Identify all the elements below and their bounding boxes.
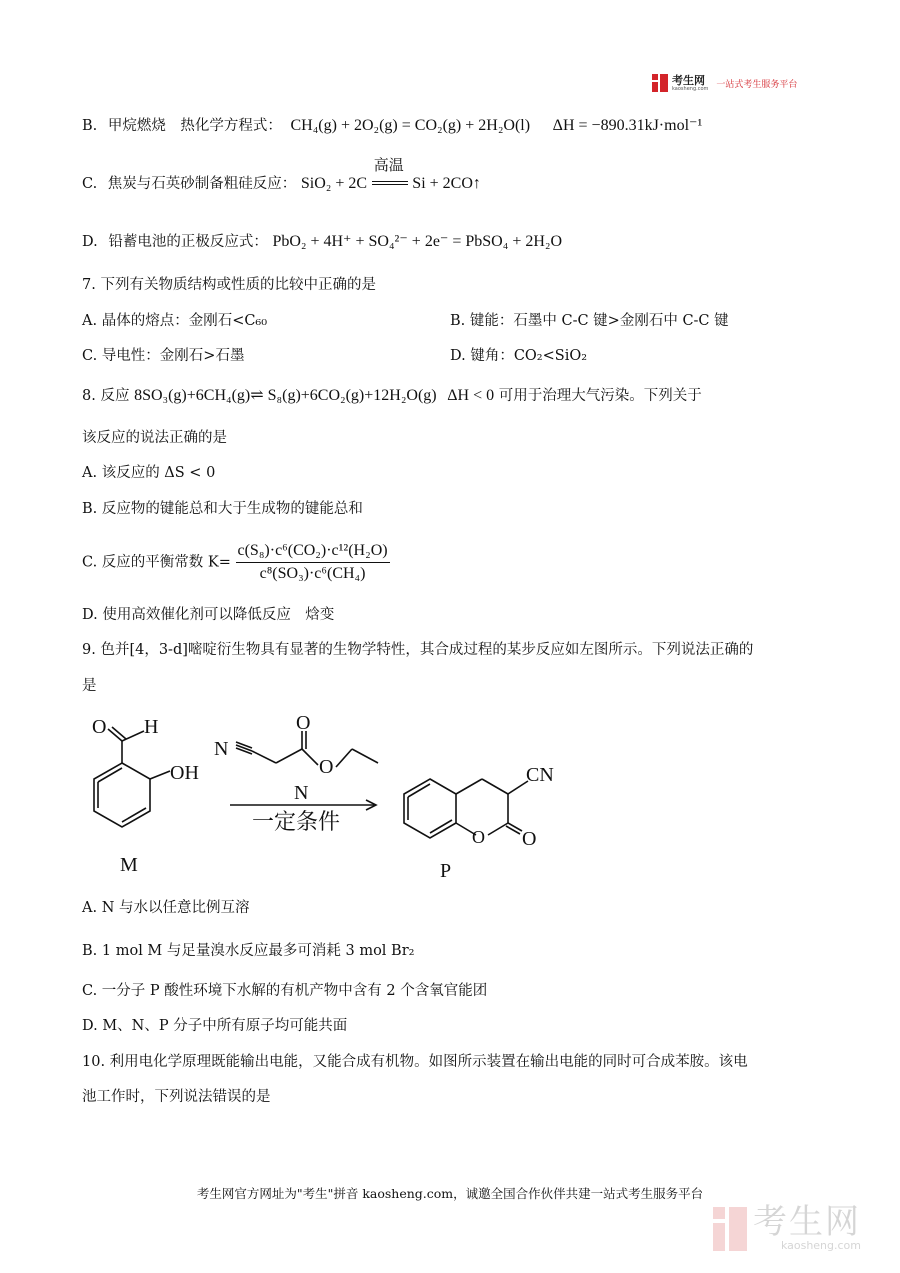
q8-option-c <box>82 540 390 585</box>
q6-option-b <box>82 116 702 136</box>
stem-text: 8. 反应 <box>82 388 130 404</box>
n-label: N <box>294 782 309 804</box>
q10-stem-line1: 10. 利用电化学原理既能输出电能，又能合成有机物。如图所示装置在输出电能的同时可合成苯胺。该电 <box>82 1054 748 1070</box>
q8-option-a: A. 该反应的 ΔS < 0 <box>82 465 216 481</box>
q8-stem <box>82 386 702 406</box>
equation: CH₄(g) + 2O₂(g) = CO₂(g) + 2H₂O(l) <box>290 117 531 134</box>
equation-rhs: Si + 2CO↑ <box>412 175 481 192</box>
reaction-condition: 一定条件 <box>252 809 341 834</box>
option-label: B. <box>82 118 98 134</box>
option-text: 焦炭与石英砂制备粗硅反应： <box>107 176 297 192</box>
stem-text: 可用于治理大气污染。下列关于 <box>498 388 702 404</box>
watermark <box>713 1202 861 1252</box>
option-text: 甲烷燃烧 热化学方程式： <box>107 118 282 134</box>
m-aldehyde-o: O <box>92 716 107 738</box>
q8-stem-line2: 该反应的说法正确的是 <box>82 430 227 446</box>
logo-brand: 考生网 <box>672 73 705 87</box>
p-label: P <box>440 860 452 882</box>
p-ring-o: O <box>472 827 485 847</box>
reaction-scheme-diagram <box>80 705 560 885</box>
n-carbonyl-o: O <box>296 712 311 734</box>
q7-option-c: C. 导电性：金刚石>石墨 <box>82 348 245 364</box>
m-label: M <box>120 854 138 876</box>
q9-option-d: D. M、N、P 分子中所有原子均可能共面 <box>82 1018 348 1034</box>
q7-option-a: A. 晶体的熔点：金刚石<C₆₀ <box>82 313 268 329</box>
option-text: 铅蓄电池的正极反应式： <box>108 234 268 250</box>
equilibrium-constant-fraction <box>236 540 390 585</box>
p-benzene-ring <box>404 779 456 838</box>
q7-option-d: D. 键角：CO₂<SiO₂ <box>450 348 588 364</box>
condition-text: 高温 <box>373 156 404 174</box>
logo-slogan: 一站式考生服务平台 <box>716 79 798 90</box>
q9-stem-line2: 是 <box>82 678 97 694</box>
header-logo[interactable] <box>652 74 797 92</box>
reaction-condition <box>372 156 408 194</box>
p-carbonyl-o: O <box>522 828 537 850</box>
page-footer: 考生网官方网址为"考生"拼音 kaosheng.com，诚邀全国合作伙伴共建一站式考生服务平台 <box>196 1186 704 1201</box>
option-label: D. <box>82 234 98 250</box>
kaosheng-watermark-icon <box>713 1207 747 1251</box>
q9-option-b: B. 1 mol M 与足量溴水反应最多可消耗 3 mol Br₂ <box>82 943 415 959</box>
enthalpy: ΔH = −890.31kJ·mol⁻¹ <box>552 117 703 134</box>
fraction-denominator: c⁸(SO₃)·c⁶(CH₄) <box>259 565 366 582</box>
q6-option-c <box>82 156 481 194</box>
fraction-numerator: c(S₈)·c⁶(CO₂)·c¹²(H₂O) <box>236 540 390 563</box>
m-benzene-ring <box>94 763 150 827</box>
q6-option-d <box>82 232 562 252</box>
watermark-name: 考生网 <box>753 1202 861 1242</box>
m-hydroxyl: OH <box>170 762 199 784</box>
equation: PbO₂ + 4H⁺ + SO₄²⁻ + 2e⁻ = PbSO₄ + 2H₂O <box>272 233 563 250</box>
p-cyano: CN <box>526 764 554 786</box>
q9-option-a: A. N 与水以任意比例互溶 <box>82 900 250 916</box>
q7-option-b: B. 键能：石墨中 C-C 键>金刚石中 C-C 键 <box>450 313 729 329</box>
n-ester-o: O <box>319 756 334 778</box>
watermark-domain: kaosheng.com <box>780 1239 861 1252</box>
q8-option-d: D. 使用高效催化剂可以降低反应 焓变 <box>82 607 335 623</box>
q8-option-b: B. 反应物的键能总和大于生成物的键能总和 <box>82 501 363 517</box>
option-text: C. 反应的平衡常数 K= <box>82 554 231 571</box>
q9-option-c: C. 一分子 P 酸性环境下水解的有机产物中含有 2 个含氧官能团 <box>82 983 488 999</box>
kaosheng-logo-icon <box>652 74 668 92</box>
n-nitrile-n: N <box>214 738 229 760</box>
reaction-equation: 8SO₃(g)+6CH₄(g)⇌ S₈(g)+6CO₂(g)+12H₂O(g) <box>134 387 437 404</box>
q7-stem: 7. 下列有关物质结构或性质的比较中正确的是 <box>82 277 376 293</box>
logo-domain: kaosheng.com <box>672 85 709 92</box>
option-label: C. <box>82 176 98 192</box>
equation-lhs: SiO₂ + 2C <box>300 175 368 192</box>
q10-stem-line2: 池工作时，下列说法错误的是 <box>82 1089 271 1105</box>
enthalpy: ΔH < 0 <box>447 387 495 404</box>
m-aldehyde-h: H <box>144 716 159 738</box>
q9-stem-line1: 9. 色并[4，3-d]嘧啶衍生物具有显著的生物学特性，其合成过程的某步反应如左图所示。下列说法正确的 <box>82 642 754 658</box>
